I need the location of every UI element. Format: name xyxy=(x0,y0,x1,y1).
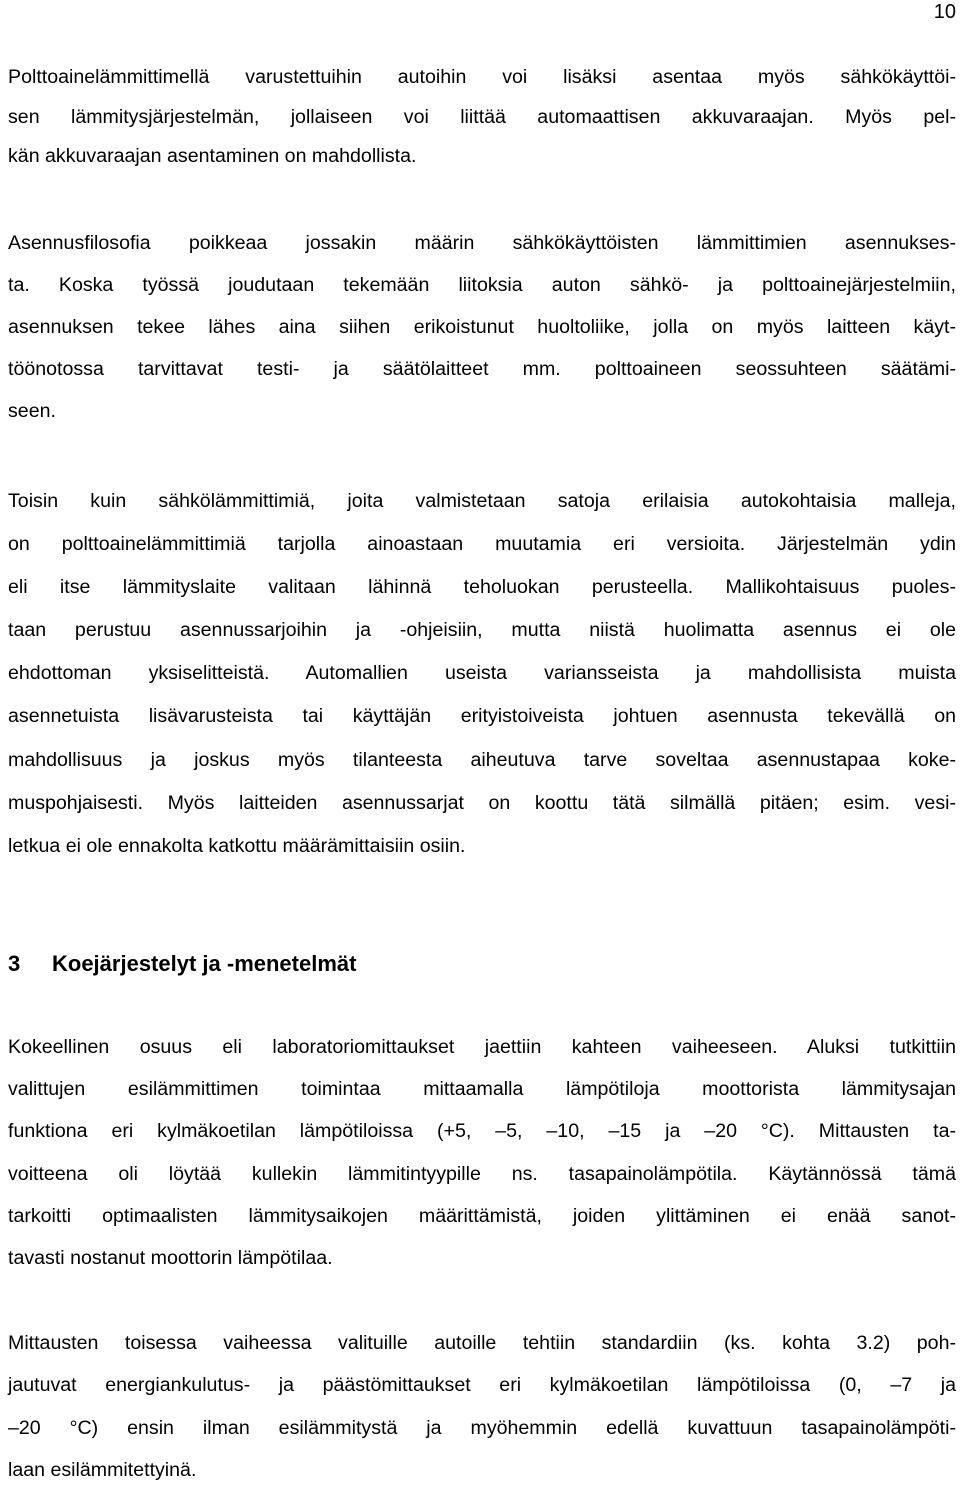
text-line: tavasti nostanut moottorin lämpötilaa. xyxy=(8,1247,333,1270)
text-line: muspohjaisesti. Myös laitteiden asennussarjat on koottu tätä silmällä pitäen; esim. vesi- xyxy=(8,791,956,814)
text-line: asennuksen tekee lähes aina siihen erikoistunut huoltoliike, jolla on myös laitteen käyt- xyxy=(8,316,956,338)
section-heading xyxy=(8,946,356,982)
text-line: taan perustuu asennussarjoihin ja -ohjeisiin, mutta niistä huolimatta asennus ei ole xyxy=(8,619,956,642)
text-line: Asennusfilosofia poikkeaa jossakin määrin sähkökäyttöisten lämmittimien asennukses- xyxy=(8,232,956,254)
text-line: seen. xyxy=(8,400,56,422)
page-number: 10 xyxy=(933,1,956,23)
text-line: letkua ei ole ennakolta katkottu määrämittaisiin osiin. xyxy=(8,834,466,857)
text-line: töönotossa tarvittavat testi- ja säätölaitteet mm. polttoaineen seossuhteen säätämi- xyxy=(8,358,956,380)
text-line: voitteena oli löytää kullekin lämmitintyypille ns. tasapainolämpötila. Käytännössä tämä xyxy=(8,1162,956,1185)
section-number: 3 xyxy=(8,951,21,976)
text-line: funktiona eri kylmäkoetilan lämpötiloissa (+5, –5, –10, –15 ja –20 °C). Mittausten ta- xyxy=(8,1120,956,1143)
paragraph-installation-philosophy xyxy=(8,222,956,432)
text-line: on polttoainelämmittimiä tarjolla ainoastaan muutamia eri versioita. Järjestelmän ydin xyxy=(8,533,956,556)
text-line: jautuvat energiankulutus- ja päästömittaukset eri kylmäkoetilan lämpötiloissa (0, –7 ja xyxy=(8,1374,956,1397)
paragraph-fuel-heater-options xyxy=(8,58,956,177)
text-line: ehdottoman yksiselitteistä. Automallien useista variansseista ja mahdollisista muista xyxy=(8,662,956,685)
paragraph-experiment-phase-one xyxy=(8,1026,956,1279)
text-line: ta. Koska työssä joudutaan tekemään liitoksia auton sähkö- ja polttoainejärjestelmiin, xyxy=(8,274,956,296)
text-line: laan esilämmitettyinä. xyxy=(8,1458,197,1481)
text-line: –20 °C) ensin ilman esilämmitystä ja myöhemmin edellä kuvattuun tasapainolämpöti- xyxy=(8,1416,956,1439)
text-line: Polttoainelämmittimellä varustettuihin autoihin voi lisäksi asentaa myös sähkökäyttöi- xyxy=(8,66,956,88)
section-title: Koejärjestelyt ja -menetelmät xyxy=(52,951,357,976)
paragraph-heater-versions xyxy=(8,480,956,868)
text-line: asennetuista lisävarusteista tai käyttäjän erityistoiveista johtuen asennusta tekevällä on xyxy=(8,705,956,728)
text-line: Toisin kuin sähkölämmittimiä, joita valmistetaan satoja erilaisia autokohtaisia malleja, xyxy=(8,490,956,512)
text-line: Mittausten toisessa vaiheessa valituille autoille tehtiin standardiin (ks. kohta 3.2) poh- xyxy=(8,1332,956,1354)
paragraph-experiment-phase-two xyxy=(8,1322,956,1491)
text-line: kän akkuvaraajan asentaminen on mahdollista. xyxy=(8,145,417,167)
text-line: tarkoitti optimaalisten lämmitysaikojen määrittämistä, joiden ylittäminen ei enää sanot- xyxy=(8,1204,956,1227)
text-line: eli itse lämmityslaite valitaan lähinnä teholuokan perusteella. Mallikohtaisuus puoles- xyxy=(8,576,956,599)
text-line: Kokeellinen osuus eli laboratoriomittaukset jaettiin kahteen vaiheeseen. Aluksi tutkittiin xyxy=(8,1036,956,1058)
text-line: sen lämmitysjärjestelmän, jollaiseen voi liittää automaattisen akkuvaraajan. Myös pel- xyxy=(8,105,956,128)
text-line: mahdollisuus ja joskus myös tilanteesta aiheutuva tarve soveltaa asennustapaa koke- xyxy=(8,748,956,771)
text-line: valittujen esilämmittimen toimintaa mittaamalla lämpötiloja moottorista lämmitysajan xyxy=(8,1078,956,1101)
